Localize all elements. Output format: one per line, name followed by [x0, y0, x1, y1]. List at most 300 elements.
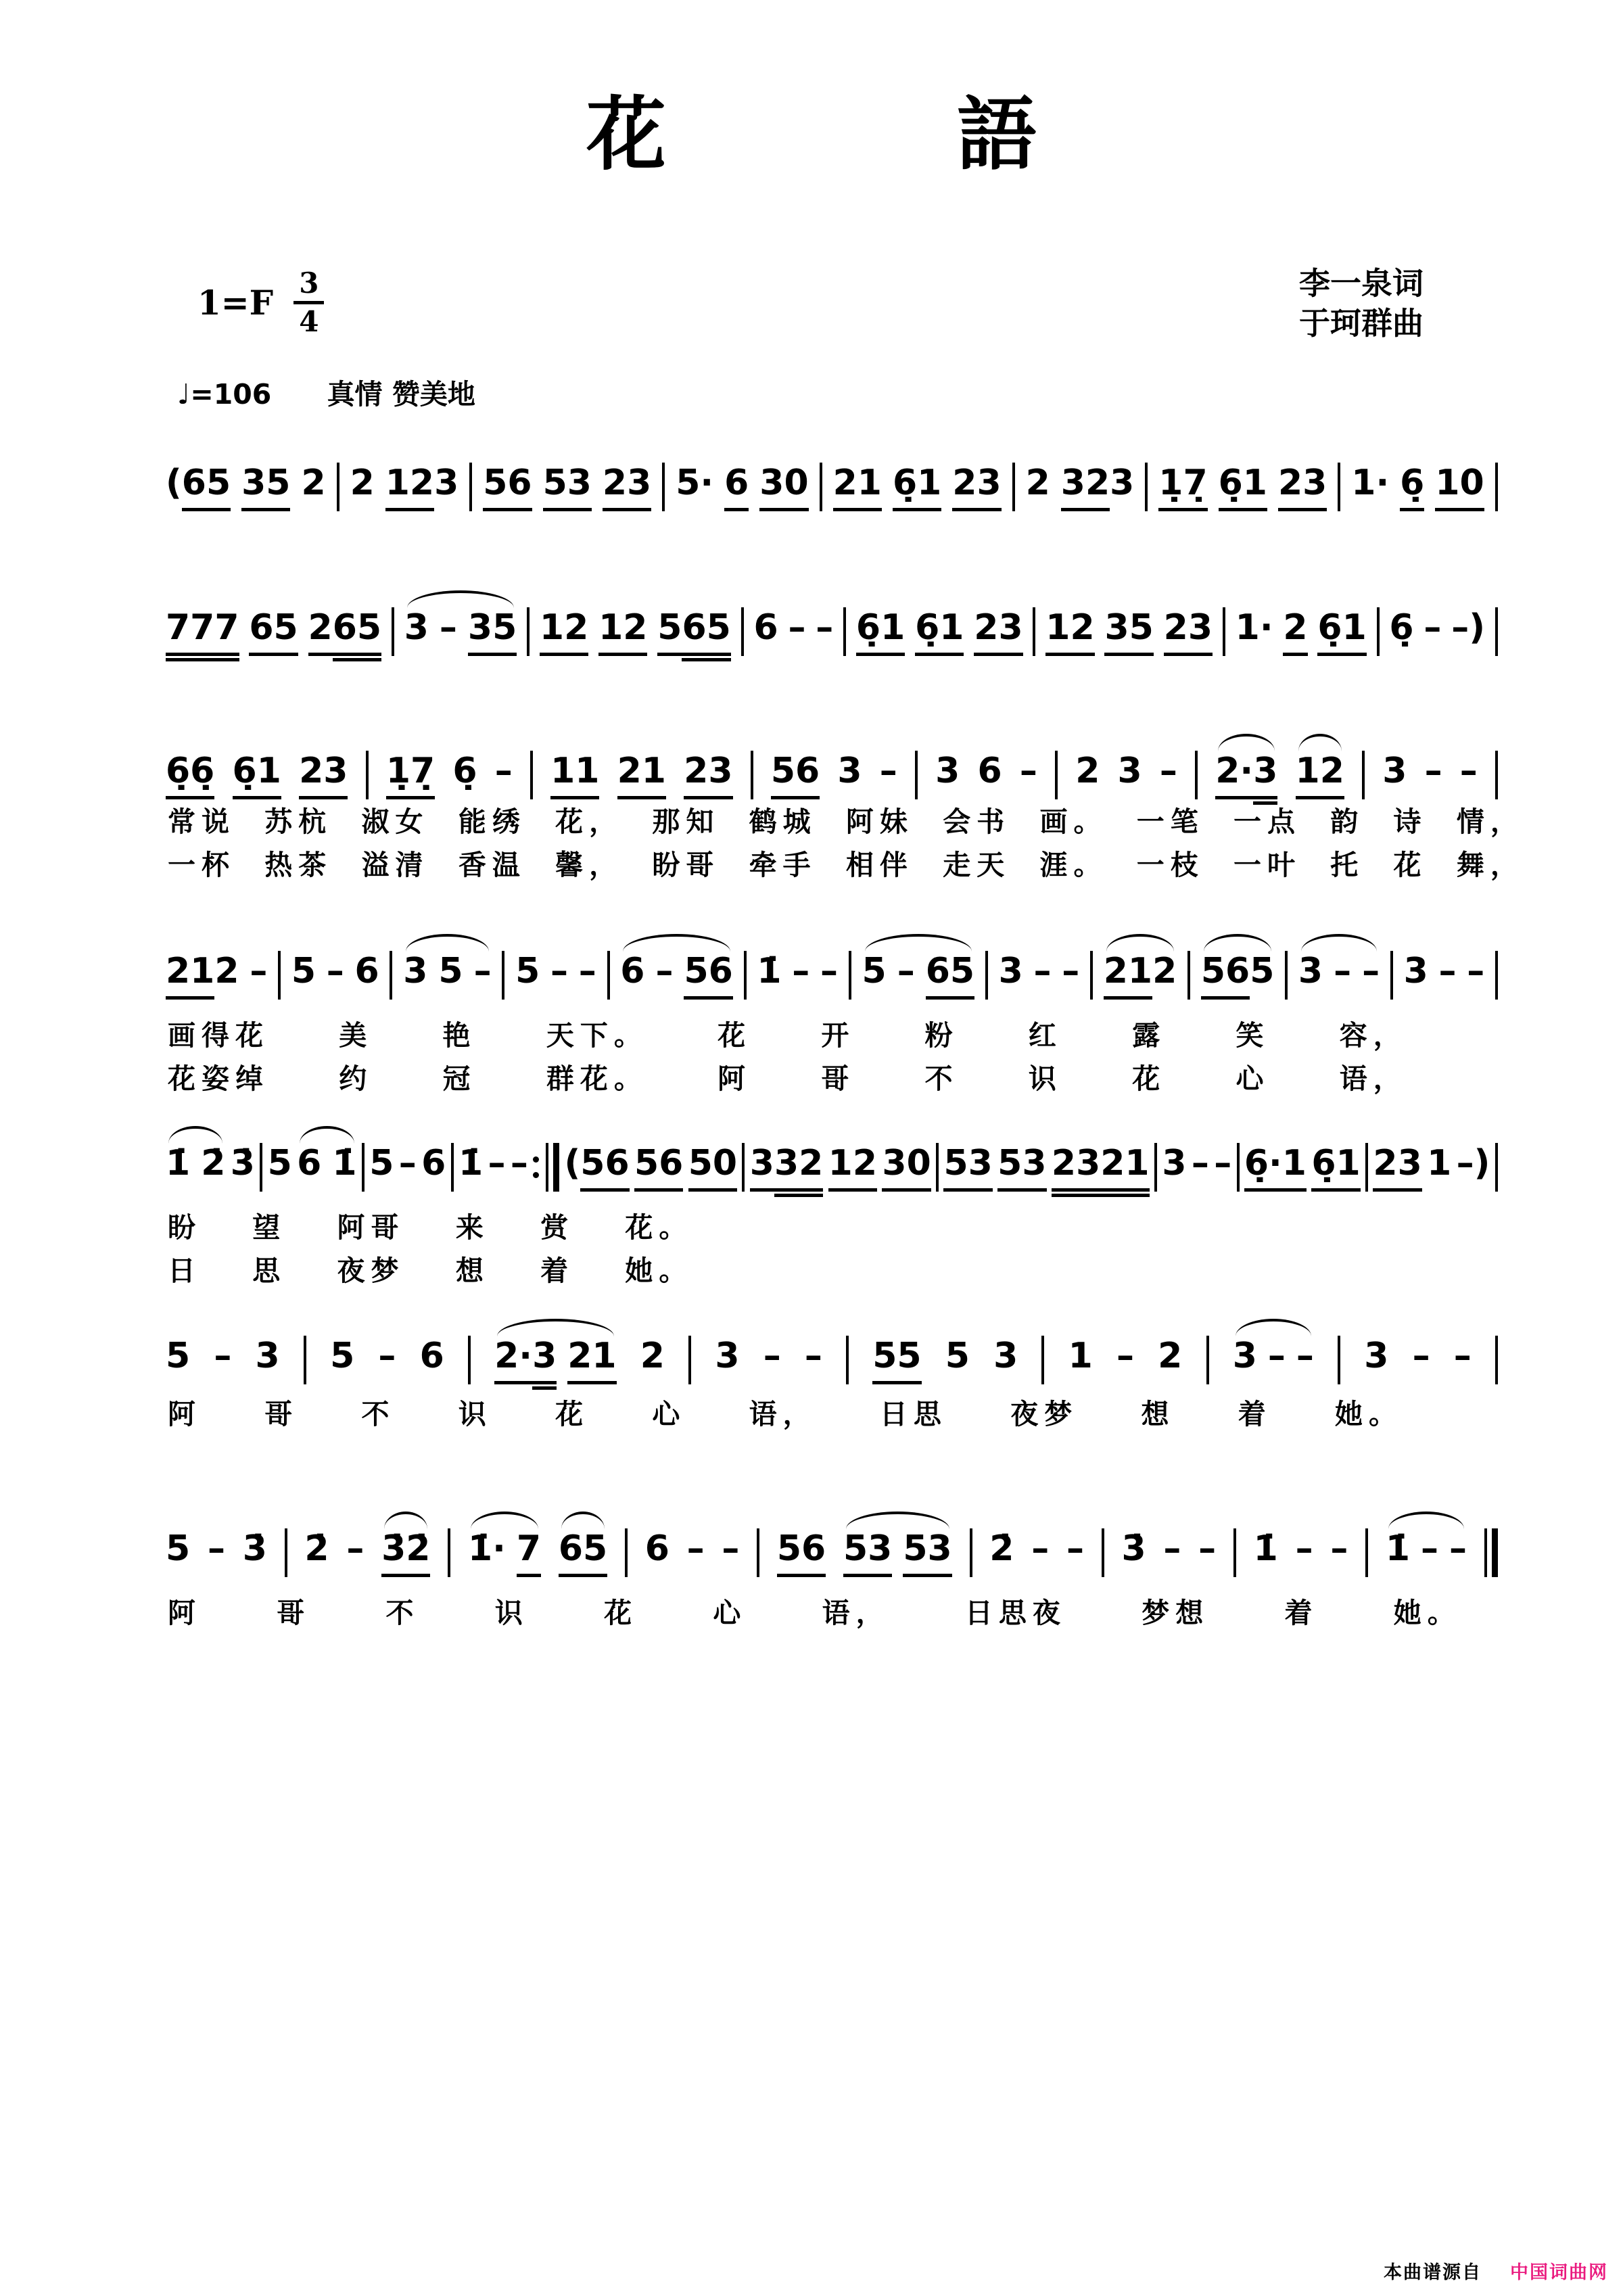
note: 55 — [872, 1336, 921, 1384]
slur-group — [1233, 1336, 1314, 1384]
beam-group — [657, 608, 731, 656]
barline — [607, 951, 610, 1000]
note: 21 — [567, 1336, 616, 1384]
note: 12 — [1296, 751, 1344, 799]
barline — [688, 1336, 691, 1384]
dash-extension: – — [346, 1528, 364, 1569]
meter-denominator: 4 — [299, 305, 319, 338]
barline — [915, 751, 918, 799]
note: 32 — [774, 1144, 823, 1192]
note: 6̣1 — [1311, 1144, 1360, 1192]
tempo-marking — [177, 372, 475, 412]
note: 5 — [291, 951, 316, 991]
dash-extension: – — [804, 1336, 822, 1376]
note: 3 — [532, 1336, 557, 1384]
note: 1̇ — [332, 1143, 357, 1184]
note: 56 — [483, 463, 532, 511]
barline — [1495, 607, 1498, 656]
note: 777 — [166, 608, 239, 656]
barline — [392, 607, 394, 656]
note: 1̇· — [467, 1528, 506, 1569]
slur-group — [559, 1529, 607, 1577]
barline — [1365, 1528, 1368, 1577]
note: 3 — [1110, 463, 1135, 503]
dash-extension: – — [326, 951, 344, 991]
note: 3 — [1298, 951, 1323, 991]
note: 3̇2̇ — [381, 1529, 430, 1577]
note: 6̣6̣ — [166, 751, 214, 799]
note: 3 — [1117, 751, 1142, 791]
note: 21 — [166, 952, 214, 1000]
note: 12 — [540, 608, 588, 656]
note: 6̣1 — [893, 463, 941, 511]
note: 5 — [945, 1336, 970, 1376]
note: 5 — [515, 951, 540, 991]
note: 35 — [1104, 608, 1153, 656]
dash-extension: – — [1362, 951, 1380, 991]
beam-group — [166, 463, 231, 511]
dash-extension: – — [1424, 607, 1442, 648]
title-char-2: 語 — [957, 87, 1037, 181]
note: 5 — [369, 1143, 394, 1184]
note: 3 — [1403, 951, 1428, 991]
footer-source-label: 本曲谱源自 — [1384, 2262, 1482, 2283]
beam-group — [1451, 608, 1485, 656]
slur-group — [1215, 751, 1277, 799]
note: 7 — [517, 1529, 541, 1577]
barline — [625, 1528, 628, 1577]
note: 2 — [1075, 751, 1100, 791]
barline — [1041, 1336, 1044, 1384]
lyrics-line-coda-2: 阿 哥 不 识 花 心 语， 日思夜 梦想 着 她。 — [168, 1597, 1461, 1629]
dash-extension: – — [1267, 1336, 1286, 1376]
dash-extension: – — [1191, 1143, 1209, 1184]
barline — [849, 951, 851, 1000]
note: 32 — [1061, 463, 1110, 511]
barline — [970, 1528, 972, 1577]
note: 6̣1 — [1317, 608, 1366, 656]
note: 2· — [1215, 751, 1253, 799]
note: 3 — [404, 607, 429, 648]
note: 3̇ — [230, 1143, 255, 1184]
dash-extension: – — [439, 607, 457, 648]
barline — [1012, 463, 1015, 511]
dash-extension: – — [378, 1336, 396, 1376]
slur-group — [1296, 751, 1344, 799]
note: 1̇ — [1385, 1528, 1410, 1569]
note: 3 — [837, 751, 862, 791]
barline — [1365, 1143, 1368, 1192]
note: 56 — [771, 751, 820, 799]
rest-note: 50 — [688, 1144, 737, 1192]
note: 53 — [943, 1144, 992, 1192]
lyrics-line-coda-1: 阿 哥 不 识 花 心 语， 日思 夜梦 想 着 她。 — [168, 1398, 1403, 1430]
barline — [1495, 751, 1498, 799]
dash-extension: – — [1019, 751, 1037, 791]
dash-extension: – — [398, 1143, 417, 1184]
note: 5 — [330, 1336, 355, 1376]
note: 1̣7̣ — [1158, 463, 1207, 511]
notation-line-5 — [166, 1128, 1498, 1192]
note: 5 — [657, 608, 682, 656]
barline — [285, 1528, 287, 1577]
dash-extension: – — [1467, 951, 1485, 991]
note: 3 — [998, 951, 1023, 991]
note: 3̇ — [1121, 1528, 1146, 1569]
note: 5 — [1250, 951, 1275, 991]
dash-extension: – — [1031, 1528, 1050, 1569]
dash-extension: – — [510, 1143, 528, 1184]
slur-group — [1104, 952, 1177, 1000]
barline — [1362, 751, 1365, 799]
note: 1 — [1427, 1143, 1452, 1184]
lyrics-line-verse2-b: 花姿绰 约 冠 群花。 阿 哥 不 识 花 心 语， — [168, 1062, 1407, 1095]
note: 6̣1 — [856, 608, 905, 656]
dash-extension: – — [1412, 1336, 1430, 1376]
note: 2 — [1283, 608, 1307, 656]
beam-group — [385, 463, 459, 511]
slur-group — [381, 1529, 430, 1577]
notation-line-7 — [166, 1514, 1498, 1577]
barline — [843, 607, 846, 656]
note: 12 — [1045, 608, 1094, 656]
note: 21 — [617, 751, 666, 799]
dash-extension: – — [1424, 751, 1442, 791]
barline — [304, 1336, 306, 1384]
parenthesis: ) — [1469, 607, 1485, 648]
dash-extension: – — [879, 751, 897, 791]
note: 65 — [182, 463, 231, 511]
lyrics-line-verse2-a: 一杯 热茶 溢清 香温 馨， 盼哥 牵手 相伴 走天 涯。 一枝 一叶 托 花 舞， — [168, 849, 1524, 881]
expression-marking: 真情 赞美地 — [327, 378, 475, 411]
dash-extension: – — [550, 951, 568, 991]
slur-group — [862, 952, 975, 1000]
barline — [1495, 1143, 1498, 1192]
barline — [1495, 1336, 1498, 1384]
note: 12 — [598, 608, 647, 656]
footer-attribution — [1384, 2257, 1608, 2284]
dash-extension: – — [214, 1336, 232, 1376]
note: 23 — [1373, 1144, 1421, 1192]
dash-extension: – — [686, 1528, 705, 1569]
quarter-note-icon: ♩ — [177, 378, 191, 411]
dash-extension: – — [494, 751, 513, 791]
note: 6 — [297, 1143, 322, 1184]
barline — [1195, 751, 1198, 799]
barline — [390, 951, 392, 1000]
note: 3 — [1253, 751, 1277, 799]
dash-extension: – — [655, 951, 674, 991]
dash-extension: – — [1295, 1528, 1313, 1569]
note: 3 — [403, 951, 428, 991]
note: 2 — [1025, 463, 1050, 503]
barline — [1145, 463, 1148, 511]
dash-extension: – — [1116, 1336, 1134, 1376]
note: 53 — [997, 1144, 1046, 1192]
note: 65 — [333, 608, 381, 656]
parenthesis: ) — [1474, 1143, 1490, 1184]
note: 1̇ — [1253, 1528, 1278, 1569]
note: 6 — [644, 1528, 669, 1569]
note: 3 — [434, 463, 459, 503]
note: 3 — [993, 1336, 1018, 1376]
dash-extension: – — [1334, 951, 1352, 991]
meter-numerator: 3 — [293, 269, 324, 304]
note: 35 — [468, 608, 517, 656]
dash-extension: – — [473, 951, 492, 991]
dash-extension: – — [1449, 1528, 1467, 1569]
note: 1̇ — [757, 951, 782, 991]
beam-group — [1457, 1144, 1490, 1192]
dash-extension: – — [1451, 607, 1469, 648]
note: 2 — [308, 608, 333, 656]
slur-group — [404, 608, 517, 656]
notation-line-4 — [166, 936, 1498, 1000]
note: 5 — [166, 1528, 191, 1569]
notation-line-2 — [166, 592, 1498, 656]
beam-group — [565, 1144, 630, 1192]
note: 65 — [926, 952, 974, 1000]
barline — [1338, 463, 1340, 511]
final-barline — [1484, 1528, 1498, 1577]
lyrics-line-verse1-a: 常说 苏杭 淑女 能绣 花， 那知 鹤城 阿妹 会书 画。 一笔 一点 韵 诗 情， — [168, 805, 1524, 838]
note: 56 — [634, 1144, 683, 1192]
note: 65 — [559, 1529, 607, 1577]
slur-group — [1201, 952, 1275, 1000]
note: 1̇ — [458, 1143, 484, 1184]
dash-extension: – — [792, 951, 810, 991]
footer-site-name: 中国词曲网 — [1510, 2262, 1608, 2283]
note: 2 — [301, 463, 326, 503]
barline — [362, 1143, 364, 1192]
barline — [846, 1336, 849, 1384]
note: 23 — [299, 751, 348, 799]
note: 6̣·1 — [1244, 1144, 1307, 1192]
dash-extension: – — [722, 1528, 740, 1569]
barline — [751, 751, 753, 799]
barline — [1154, 1143, 1157, 1192]
barline — [366, 751, 369, 799]
key-label: 1=F — [197, 283, 274, 323]
barline — [662, 463, 665, 511]
barline — [757, 1528, 759, 1577]
dash-extension: – — [488, 1143, 506, 1184]
dash-extension: – — [1214, 1143, 1232, 1184]
note: 3 — [1232, 1336, 1257, 1376]
note: 2̇ — [989, 1528, 1014, 1569]
beam-group — [308, 608, 382, 656]
note: 2 — [350, 463, 375, 503]
barline — [1285, 951, 1288, 1000]
note: 5 — [267, 1143, 292, 1184]
note: 23 — [974, 608, 1022, 656]
note: 3 — [255, 1336, 280, 1376]
slur-group — [403, 952, 491, 1000]
note: 53 — [843, 1529, 892, 1577]
note: 21 — [833, 463, 882, 511]
rest-note: 30 — [759, 463, 808, 511]
dash-extension: – — [763, 1336, 781, 1376]
note: 6̣1 — [1219, 463, 1267, 511]
composer-credit: 于珂群曲 — [1299, 304, 1424, 342]
barline — [451, 1143, 454, 1192]
barline — [1223, 607, 1225, 656]
parenthesis: ( — [166, 463, 182, 503]
note: 6 — [753, 607, 778, 648]
barline — [1390, 951, 1393, 1000]
note: 5 — [438, 951, 463, 991]
slur-group — [494, 1336, 617, 1384]
barline — [1206, 1336, 1209, 1384]
barline — [741, 607, 744, 656]
barline — [502, 951, 504, 1000]
dash-extension: – — [1453, 1336, 1472, 1376]
lyrics-line-verse2-c: 日 思 夜梦 想 着 她。 — [168, 1255, 693, 1287]
rest-note: 10 — [1435, 463, 1484, 511]
note: 6 — [977, 751, 1002, 791]
slur-group — [1386, 1529, 1467, 1577]
note: 56 — [684, 952, 732, 1000]
dash-extension: – — [1163, 1528, 1181, 1569]
notation-line-6 — [166, 1321, 1498, 1384]
beam-group — [494, 1336, 557, 1384]
note: 6̣ — [1400, 463, 1424, 511]
note: 56 — [1201, 952, 1250, 1000]
dash-extension: – — [1438, 951, 1457, 991]
barline — [1055, 751, 1058, 799]
dash-extension: – — [1198, 1528, 1217, 1569]
note: 3 — [935, 751, 960, 791]
slur-group — [1298, 952, 1380, 1000]
note: 1· — [1351, 463, 1390, 503]
note: 2 — [640, 1336, 665, 1376]
note: 23 — [952, 463, 1001, 511]
note: 56 — [580, 1144, 629, 1192]
note: 3 — [1382, 751, 1407, 791]
barline — [1033, 607, 1035, 656]
title-char-1: 花 — [586, 87, 666, 181]
dash-extension: – — [1459, 751, 1478, 791]
note: 65 — [249, 608, 298, 656]
dash-extension: – — [1159, 751, 1177, 791]
slur-group — [468, 1529, 541, 1577]
slur-group — [297, 1144, 356, 1192]
barline — [820, 463, 822, 511]
barline — [530, 751, 533, 799]
slur-group — [843, 1529, 952, 1577]
barline — [1338, 1336, 1340, 1384]
note: 12 — [828, 1144, 877, 1192]
barline — [1237, 1143, 1240, 1192]
note: 12 — [385, 463, 434, 511]
note: 2̇ — [304, 1528, 329, 1569]
lyricist-credit: 李一泉词 — [1299, 265, 1424, 302]
beam-group — [1215, 751, 1277, 799]
note: 21 — [1104, 952, 1152, 1000]
barline — [985, 951, 988, 1000]
barline — [1377, 607, 1380, 656]
parenthesis: ( — [564, 1143, 581, 1184]
barline — [278, 951, 281, 1000]
key-signature — [197, 266, 324, 338]
dash-extension: – — [788, 607, 806, 648]
dash-extension: – — [1066, 1528, 1084, 1569]
note: 3 — [750, 1144, 774, 1192]
lyrics-line-verse1-c: 盼 望 阿哥 来 赏 花。 — [168, 1211, 693, 1244]
note: 2̇ — [201, 1143, 226, 1184]
barline — [1495, 951, 1498, 1000]
note: 23 — [603, 463, 651, 511]
note: 2 — [1152, 951, 1177, 991]
note: 6 — [724, 463, 749, 511]
dash-extension: – — [578, 951, 596, 991]
note: 6 — [421, 1143, 446, 1184]
barline — [1102, 1528, 1104, 1577]
tempo-value: =106 — [190, 378, 272, 411]
note: 53 — [543, 463, 592, 511]
note: 6̣1 — [915, 608, 964, 656]
note: 6̣ — [1389, 607, 1414, 648]
dash-extension: – — [250, 951, 268, 991]
barline — [1187, 951, 1190, 1000]
slur-group — [166, 1144, 225, 1192]
note: 23 — [684, 751, 732, 799]
dash-extension: – — [1062, 951, 1080, 991]
barline — [448, 1528, 450, 1577]
slur-group — [620, 952, 733, 1000]
dash-extension: – — [816, 607, 834, 648]
note: 6̣1 — [233, 751, 281, 799]
repeat-end-barline — [533, 1143, 559, 1192]
dash-extension: – — [1296, 1336, 1314, 1376]
note: 56 — [777, 1529, 826, 1577]
song-title — [0, 87, 1623, 181]
notation-line-1 — [166, 448, 1498, 511]
barline — [936, 1143, 939, 1192]
barline — [527, 607, 530, 656]
note: 3 — [1364, 1336, 1389, 1376]
repeat-dots — [533, 1156, 539, 1178]
note: 6 — [419, 1336, 444, 1376]
dash-extension: – — [1033, 951, 1052, 991]
dash-extension: – — [897, 951, 915, 991]
dash-extension: – — [207, 1528, 225, 1569]
dash-extension: – — [1456, 1143, 1474, 1184]
note: 53 — [903, 1529, 951, 1577]
beam-group — [166, 952, 239, 1000]
barline — [468, 1336, 471, 1384]
note: 5· — [676, 463, 714, 503]
notation-line-3 — [166, 736, 1498, 799]
beam-group — [1061, 463, 1135, 511]
barline — [742, 1143, 745, 1192]
note: 6̣ — [452, 751, 477, 791]
note: 2 — [1158, 1336, 1183, 1376]
barline — [260, 1143, 262, 1192]
note: 1̣7̣ — [386, 751, 435, 799]
barline — [744, 951, 747, 1000]
time-signature — [293, 266, 324, 338]
barline — [1090, 951, 1093, 1000]
note: 2321 — [1052, 1144, 1150, 1192]
note: 2 — [214, 951, 239, 991]
note: 1 — [1068, 1336, 1093, 1376]
note: 6 — [620, 951, 645, 991]
beam-group — [750, 1144, 824, 1192]
note: 23 — [1278, 463, 1327, 511]
note: 3 — [1162, 1143, 1187, 1184]
note: 1· — [1235, 607, 1273, 648]
